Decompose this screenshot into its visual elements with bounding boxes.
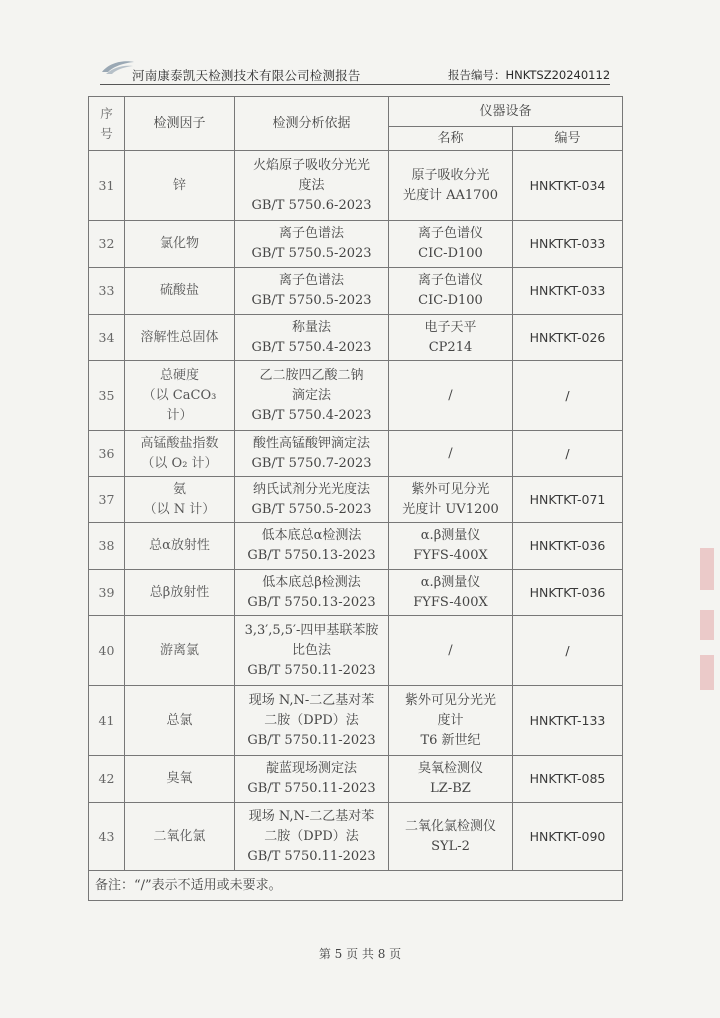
header-seq: 序 号	[89, 97, 125, 151]
table-row	[89, 686, 623, 756]
report-number: 报告编号：HNKTSZ20240112	[448, 68, 611, 82]
header-factor: 检测因子	[125, 97, 235, 151]
analysis-basis: 靛蓝现场测定法 GB/T 5750.11-2023	[235, 756, 389, 803]
instrument-code: HNKTKT-033	[513, 268, 623, 315]
analysis-basis: 纳氏试剂分光光度法 GB/T 5750.5-2023	[235, 477, 389, 523]
instrument-name: 二氧化氯检测仪 SYL-2	[389, 803, 513, 871]
detection-factor: 臭氧	[125, 756, 235, 803]
analysis-basis: 低本底总β检测法 GB/T 5750.13-2023	[235, 570, 389, 616]
instrument-name: 离子色谱仪 CIC-D100	[389, 268, 513, 315]
row-number: 39	[89, 570, 125, 616]
instrument-code: HNKTKT-071	[513, 477, 623, 523]
table-row	[89, 803, 623, 871]
instrument-table	[88, 96, 623, 901]
instrument-code: HNKTKT-034	[513, 151, 623, 221]
red-stamp-mark	[700, 548, 714, 590]
table-row	[89, 151, 623, 221]
row-number: 42	[89, 756, 125, 803]
instrument-code: HNKTKT-026	[513, 315, 623, 361]
instrument-code: /	[513, 431, 623, 477]
instrument-code: HNKTKT-033	[513, 221, 623, 268]
detection-factor: 氯化物	[125, 221, 235, 268]
header-instrument: 仪器设备	[389, 97, 623, 127]
table-row	[89, 431, 623, 477]
detection-factor: 氨 （以 N 计）	[125, 477, 235, 523]
row-number: 32	[89, 221, 125, 268]
instrument-code: HNKTKT-036	[513, 523, 623, 570]
instrument-name: /	[389, 361, 513, 431]
row-number: 35	[89, 361, 125, 431]
red-stamp-mark	[700, 655, 714, 690]
detection-factor: 二氧化氯	[125, 803, 235, 871]
instrument-code: HNKTKT-085	[513, 756, 623, 803]
instrument-name: /	[389, 431, 513, 477]
instrument-code: /	[513, 361, 623, 431]
detection-factor: 总硬度 （以 CaCO₃ 计）	[125, 361, 235, 431]
instrument-code: HNKTKT-090	[513, 803, 623, 871]
table-row	[89, 221, 623, 268]
analysis-basis: 3,3′,5,5′-四甲基联苯胺 比色法 GB/T 5750.11-2023	[235, 616, 389, 686]
analysis-basis: 火焰原子吸收分光光 度法 GB/T 5750.6-2023	[235, 151, 389, 221]
analysis-basis: 乙二胺四乙酸二钠 滴定法 GB/T 5750.4-2023	[235, 361, 389, 431]
row-number: 31	[89, 151, 125, 221]
instrument-name: 离子色谱仪 CIC-D100	[389, 221, 513, 268]
detection-factor: 总β放射性	[125, 570, 235, 616]
detection-factor: 高锰酸盐指数 （以 O₂ 计）	[125, 431, 235, 477]
analysis-basis: 离子色谱法 GB/T 5750.5-2023	[235, 268, 389, 315]
analysis-basis: 酸性高锰酸钾滴定法 GB/T 5750.7-2023	[235, 431, 389, 477]
table-row	[89, 361, 623, 431]
instrument-code: /	[513, 616, 623, 686]
header-instrument-code: 编号	[513, 127, 623, 151]
detection-factor: 溶解性总固体	[125, 315, 235, 361]
header-instrument-name: 名称	[389, 127, 513, 151]
row-number: 37	[89, 477, 125, 523]
detection-factor: 游离氯	[125, 616, 235, 686]
table-row	[89, 570, 623, 616]
detection-factor: 总α放射性	[125, 523, 235, 570]
red-stamp-mark	[700, 610, 714, 640]
analysis-basis: 现场 N,N-二乙基对苯 二胺（DPD）法 GB/T 5750.11-2023	[235, 803, 389, 871]
analysis-basis: 低本底总α检测法 GB/T 5750.13-2023	[235, 523, 389, 570]
row-number: 34	[89, 315, 125, 361]
instrument-name: α.β测量仪 FYFS-400X	[389, 523, 513, 570]
report-company-header: 河南康泰凯天检测技术有限公司检测报告	[132, 68, 361, 83]
instrument-name: 电子天平 CP214	[389, 315, 513, 361]
instrument-name: α.β测量仪 FYFS-400X	[389, 570, 513, 616]
table-row	[89, 756, 623, 803]
header-divider	[100, 84, 610, 85]
page-footer: 第 5 页 共 8 页	[318, 947, 402, 961]
instrument-code: HNKTKT-133	[513, 686, 623, 756]
instrument-code: HNKTKT-036	[513, 570, 623, 616]
analysis-basis: 称量法 GB/T 5750.4-2023	[235, 315, 389, 361]
instrument-name: 紫外可见分光 光度计 UV1200	[389, 477, 513, 523]
table-row	[89, 523, 623, 570]
detection-factor: 硫酸盐	[125, 268, 235, 315]
row-number: 36	[89, 431, 125, 477]
row-number: 40	[89, 616, 125, 686]
table-row	[89, 477, 623, 523]
instrument-name: 臭氧检测仪 LZ-BZ	[389, 756, 513, 803]
detection-factor: 总氯	[125, 686, 235, 756]
instrument-name: /	[389, 616, 513, 686]
detection-factor: 锌	[125, 151, 235, 221]
analysis-basis: 离子色谱法 GB/T 5750.5-2023	[235, 221, 389, 268]
table-row	[89, 616, 623, 686]
row-number: 33	[89, 268, 125, 315]
table-note: 备注：“/”表示不适用或未要求。	[89, 871, 623, 901]
header-basis: 检测分析依据	[235, 97, 389, 151]
instrument-name: 原子吸收分光 光度计 AA1700	[389, 151, 513, 221]
row-number: 43	[89, 803, 125, 871]
instrument-name: 紫外可见分光光 度计 T6 新世纪	[389, 686, 513, 756]
row-number: 38	[89, 523, 125, 570]
company-logo-icon	[100, 58, 136, 76]
row-number: 41	[89, 686, 125, 756]
table-row	[89, 315, 623, 361]
analysis-basis: 现场 N,N-二乙基对苯 二胺（DPD）法 GB/T 5750.11-2023	[235, 686, 389, 756]
table-row	[89, 268, 623, 315]
